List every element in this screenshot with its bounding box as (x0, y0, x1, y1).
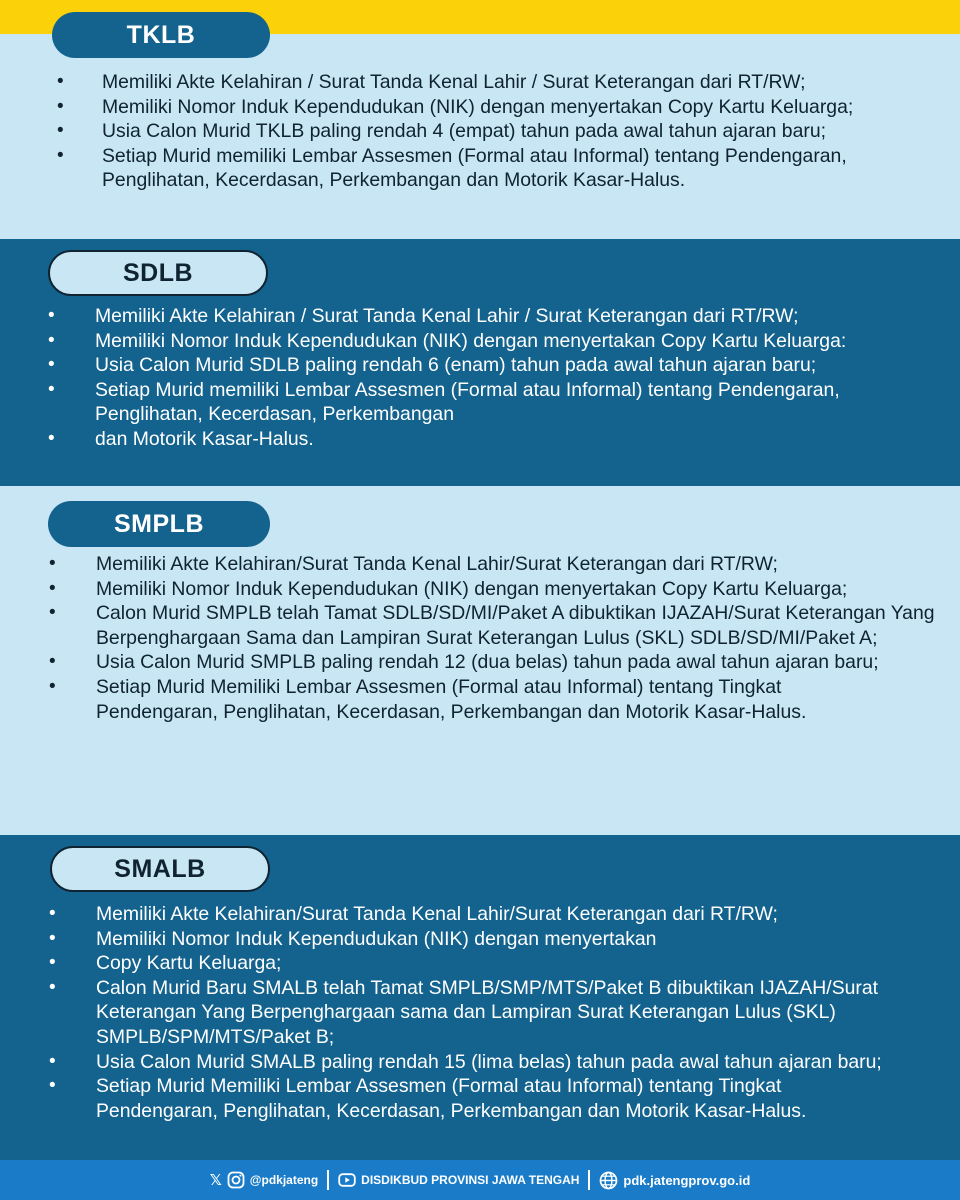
requirements-list-smalb (96, 902, 946, 1123)
section-smalb (0, 835, 960, 1160)
section-tklb (0, 20, 960, 239)
list-item: • dan Motorik Kasar-Halus. (95, 427, 950, 452)
list-item: • Memiliki Akte Kelahiran / Surat Tanda Kenal Lahir / Surat Keterangan dari RT/RW; (95, 304, 950, 329)
list-item: • Copy Kartu Keluarga; (96, 951, 946, 976)
list-item: • Memiliki Akte Kelahiran/Surat Tanda Kenal Lahir/Surat Keterangan dari RT/RW; (96, 552, 946, 577)
list-item: • Memiliki Nomor Induk Kependudukan (NIK) dengan menyertakan Copy Kartu Keluarga; (102, 95, 862, 120)
list-item: • Calon Murid Baru SMALB telah Tamat SMPLB/SMP/MTS/Paket B dibuktikan IJAZAH/Surat Keterangan Yang Berpenghargaan sama dan Lampiran Surat Keterangan Lulus (SKL) SMPLB/SPM/MTS/Paket B; (96, 976, 886, 1050)
youtube-group (338, 1171, 579, 1189)
footer-bar (0, 1160, 960, 1200)
list-item: • Memiliki Nomor Induk Kependudukan (NIK) dengan menyertakan (96, 927, 946, 952)
youtube-icon[interactable] (338, 1171, 356, 1189)
section-title-smalb: SMALB (50, 846, 270, 892)
list-item: • Usia Calon Murid SMALB paling rendah 15 (lima belas) tahun pada awal tahun ajaran baru; (96, 1050, 936, 1075)
x-icon[interactable]: 𝕏 (209, 1171, 222, 1189)
list-item: • Setiap Murid Memiliki Lembar Assesmen (Formal atau Informal) tentang Tingkat Pendengaran, Penglihatan, Kecerdasan, Perkembangan dan Motorik Kasar-Halus. (96, 675, 906, 724)
section-title-sdlb: SDLB (48, 250, 268, 296)
list-item: • Setiap Murid Memiliki Lembar Assesmen (Formal atau Informal) tentang Tingkat Pendengaran, Penglihatan, Kecerdasan, Perkembangan dan Motorik Kasar-Halus. (96, 1074, 906, 1123)
list-item: • Calon Murid SMPLB telah Tamat SDLB/SD/MI/Paket A dibuktikan IJAZAH/Surat Keterangan Yang Berpenghargaan Sama dan Lampiran Surat Keterangan Lulus (SKL) SDLB/SD/MI/Paket A; (96, 601, 946, 650)
section-smplb (0, 486, 960, 835)
list-item: • Memiliki Akte Kelahiran / Surat Tanda Kenal Lahir / Surat Keterangan dari RT/RW; (102, 70, 942, 95)
requirements-list-sdlb (95, 304, 950, 452)
instagram-icon[interactable] (227, 1171, 245, 1189)
requirements-list-tklb (102, 70, 942, 193)
list-item: • Setiap Murid memiliki Lembar Assesmen (Formal atau Informal) tentang Pendengaran, Penglihatan, Kecerdasan, Perkembangan dan Motorik Kasar-Halus. (102, 144, 922, 193)
footer-divider (588, 1170, 590, 1190)
social-handle[interactable]: @pdkjateng (249, 1173, 319, 1187)
website-link[interactable]: pdk.jatengprov.go.id (623, 1172, 751, 1188)
section-title-tklb: TKLB (52, 12, 270, 58)
globe-icon (599, 1171, 618, 1190)
section-sdlb (0, 239, 960, 486)
list-item: • Usia Calon Murid SMPLB paling rendah 12 (dua belas) tahun pada awal tahun ajaran baru; (96, 650, 926, 675)
footer-divider (327, 1170, 329, 1190)
list-item: • Setiap Murid memiliki Lembar Assesmen (Formal atau Informal) tentang Pendengaran, Penglihatan, Kecerdasan, Perkembangan (95, 378, 950, 427)
youtube-channel-name[interactable]: DISDIKBUD PROVINSI JAWA TENGAH (361, 1173, 580, 1187)
list-item: • Usia Calon Murid SDLB paling rendah 6 (enam) tahun pada awal tahun ajaran baru; (95, 353, 950, 378)
social-group (210, 1171, 318, 1189)
list-item: • Memiliki Akte Kelahiran/Surat Tanda Kenal Lahir/Surat Keterangan dari RT/RW; (96, 902, 946, 927)
list-item: • Memiliki Nomor Induk Kependudukan (NIK) dengan menyertakan Copy Kartu Keluarga: (95, 329, 855, 354)
requirements-list-smplb (96, 552, 946, 724)
section-title-smplb: SMPLB (48, 501, 270, 547)
website-group (599, 1171, 750, 1190)
list-item: • Usia Calon Murid TKLB paling rendah 4 (empat) tahun pada awal tahun ajaran baru; (102, 119, 942, 144)
list-item: • Memiliki Nomor Induk Kependudukan (NIK) dengan menyertakan Copy Kartu Keluarga; (96, 577, 856, 602)
